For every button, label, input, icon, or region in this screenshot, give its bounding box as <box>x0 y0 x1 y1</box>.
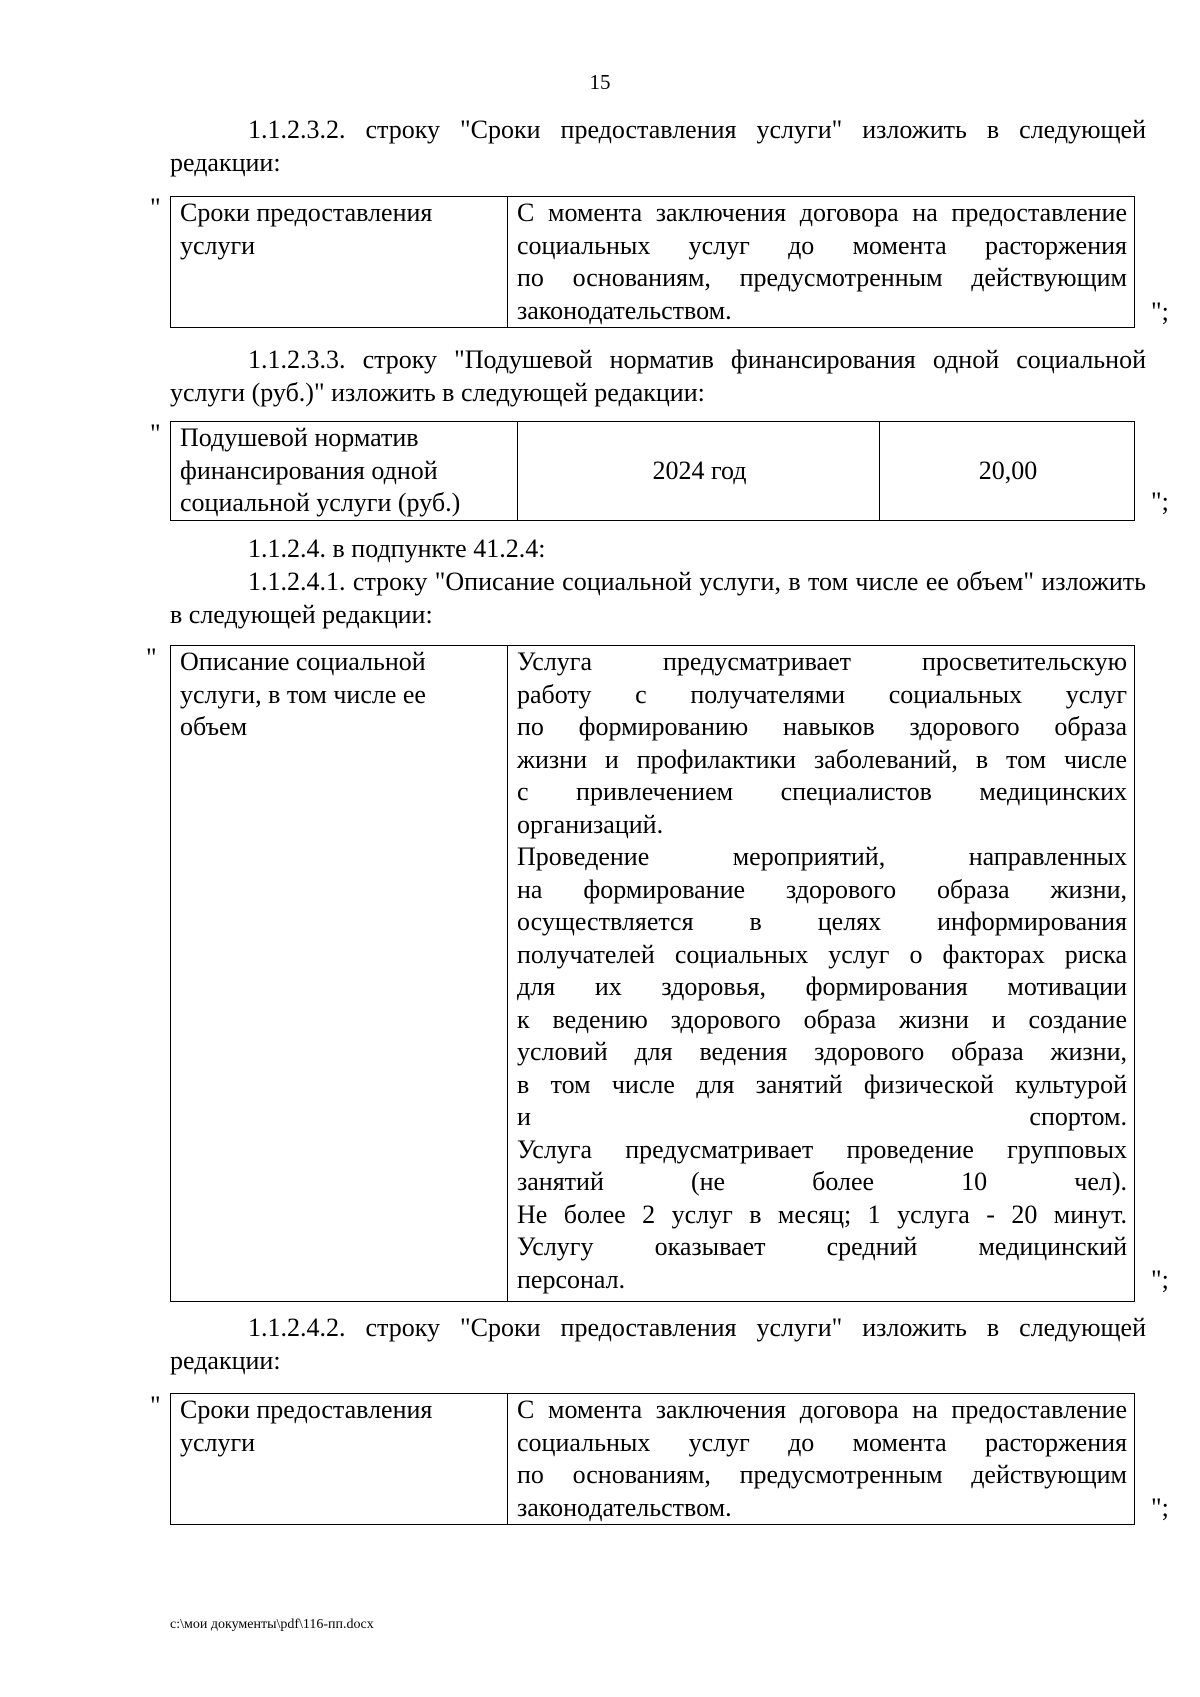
cell-text-line: Описание социальной <box>180 647 426 676</box>
cell-text-line: Услуга предусматривает просветительскую <box>517 647 1127 676</box>
cell-text-line: работу с получателями социальных услуг <box>517 679 1127 709</box>
cell-text-line: услуги, в том числе ее <box>180 679 426 709</box>
table-service-terms-2 <box>170 1393 1135 1525</box>
close-quote: "; <box>1151 297 1169 326</box>
cell-text-line: к ведению здорового образа жизни и создание <box>517 1004 1127 1034</box>
paragraph-1-1-2-4-2: 1.1.2.4.2. строку "Сроки предоставления услуги" изложить в следующей редакции: <box>170 1313 1146 1375</box>
cell-text-line: занятий (не более 10 чел). <box>517 1167 1127 1196</box>
cell-text-line: персонал. <box>517 1264 626 1294</box>
cell-year: 2024 год <box>518 422 880 521</box>
cell-text-line: Подушевой норматив <box>180 423 419 452</box>
open-quote: " <box>150 1391 161 1420</box>
cell-text-line: осуществляется в целях информирования <box>517 907 1127 936</box>
paragraph-1-1-2-3-2: 1.1.2.3.2. строку "Сроки предоставления услуги" изложить в следующей редакции: <box>170 115 1146 177</box>
close-quote: "; <box>1151 487 1169 516</box>
cell-text-line: с привлечением специалистов медицинских <box>517 777 1127 806</box>
file-path-footer: c:\мои документы\pdf\116-пп.docx <box>170 1617 374 1632</box>
cell-text-line: социальных услуг до момента расторжения <box>517 230 1127 260</box>
cell-text-line: в том числе для занятий физической культурой <box>517 1069 1127 1099</box>
cell-text-line: получателей социальных услуг о факторах риска <box>517 939 1127 969</box>
cell-value <box>508 197 1135 328</box>
cell-label <box>171 422 518 521</box>
cell-label <box>171 197 508 328</box>
close-quote: "; <box>1151 1493 1169 1522</box>
open-quote: " <box>146 643 157 672</box>
cell-text-line: финансирования одной <box>180 455 438 485</box>
cell-value <box>508 646 1135 1302</box>
table-service-description <box>170 645 1135 1302</box>
cell-text-line: жизни и профилактики заболеваний, в том числе <box>517 744 1127 774</box>
paragraph-1-1-2-4: 1.1.2.4. в подпункте 41.2.4: <box>248 534 546 563</box>
cell-text-line: законодательством. <box>517 1492 732 1522</box>
close-quote: "; <box>1151 1265 1169 1294</box>
cell-text-line: для их здоровья, формирования мотивации <box>517 972 1127 1001</box>
paragraph-1-1-2-4-1: 1.1.2.4.1. строку "Описание социальной услуги, в том числе ее объем" изложить в следующей редакции: <box>170 567 1146 629</box>
paragraph-1-1-2-3-3: 1.1.2.3.3. строку "Подушевой норматив финансирования одной социальной услуги (руб.)" изложить в следующей редакции: <box>170 345 1146 407</box>
cell-text-line: Проведение мероприятий, направленных <box>517 842 1127 871</box>
cell-value <box>508 1394 1135 1525</box>
open-quote: " <box>150 419 161 448</box>
cell-text-line: условий для ведения здорового образа жизни, <box>517 1037 1127 1066</box>
cell-text-line: услуги <box>180 230 256 260</box>
cell-text-line: объем <box>180 712 248 741</box>
cell-amount: 20,00 <box>880 422 1135 521</box>
cell-text-line: по формированию навыков здорового образа <box>517 712 1127 741</box>
cell-text-line: услуги <box>180 1427 256 1457</box>
cell-text-line: социальных услуг до момента расторжения <box>517 1427 1127 1457</box>
cell-text-line: Не более 2 услуг в месяц; 1 услуга - 20 минут. <box>517 1199 1127 1229</box>
cell-text-line: на формирование здорового образа жизни, <box>517 874 1127 904</box>
table-service-terms <box>170 196 1135 328</box>
cell-label <box>171 646 508 1302</box>
cell-text-line: по основаниям, предусмотренным действующим <box>517 263 1127 292</box>
cell-text-line: и спортом. <box>517 1102 1127 1131</box>
cell-label <box>171 1394 508 1525</box>
cell-text-line: Услуга предусматривает проведение групповых <box>517 1134 1127 1164</box>
table-per-capita-standard <box>170 421 1135 521</box>
cell-text-line: С момента заключения договора на предоставление <box>517 198 1127 227</box>
cell-text-line: по основаниям, предусмотренным действующим <box>517 1460 1127 1489</box>
cell-text-line: организаций. <box>517 809 664 839</box>
cell-text-line: Сроки предоставления <box>180 198 433 227</box>
open-quote: " <box>150 193 161 222</box>
cell-text-line: С момента заключения договора на предоставление <box>517 1395 1127 1424</box>
cell-text-line: законодательством. <box>517 295 732 325</box>
cell-text-line: Сроки предоставления <box>180 1395 433 1424</box>
page-number: 15 <box>589 70 611 94</box>
cell-text-line: социальной услуги (руб.) <box>180 488 461 517</box>
cell-text-line: Услугу оказывает средний медицинский <box>517 1232 1127 1261</box>
